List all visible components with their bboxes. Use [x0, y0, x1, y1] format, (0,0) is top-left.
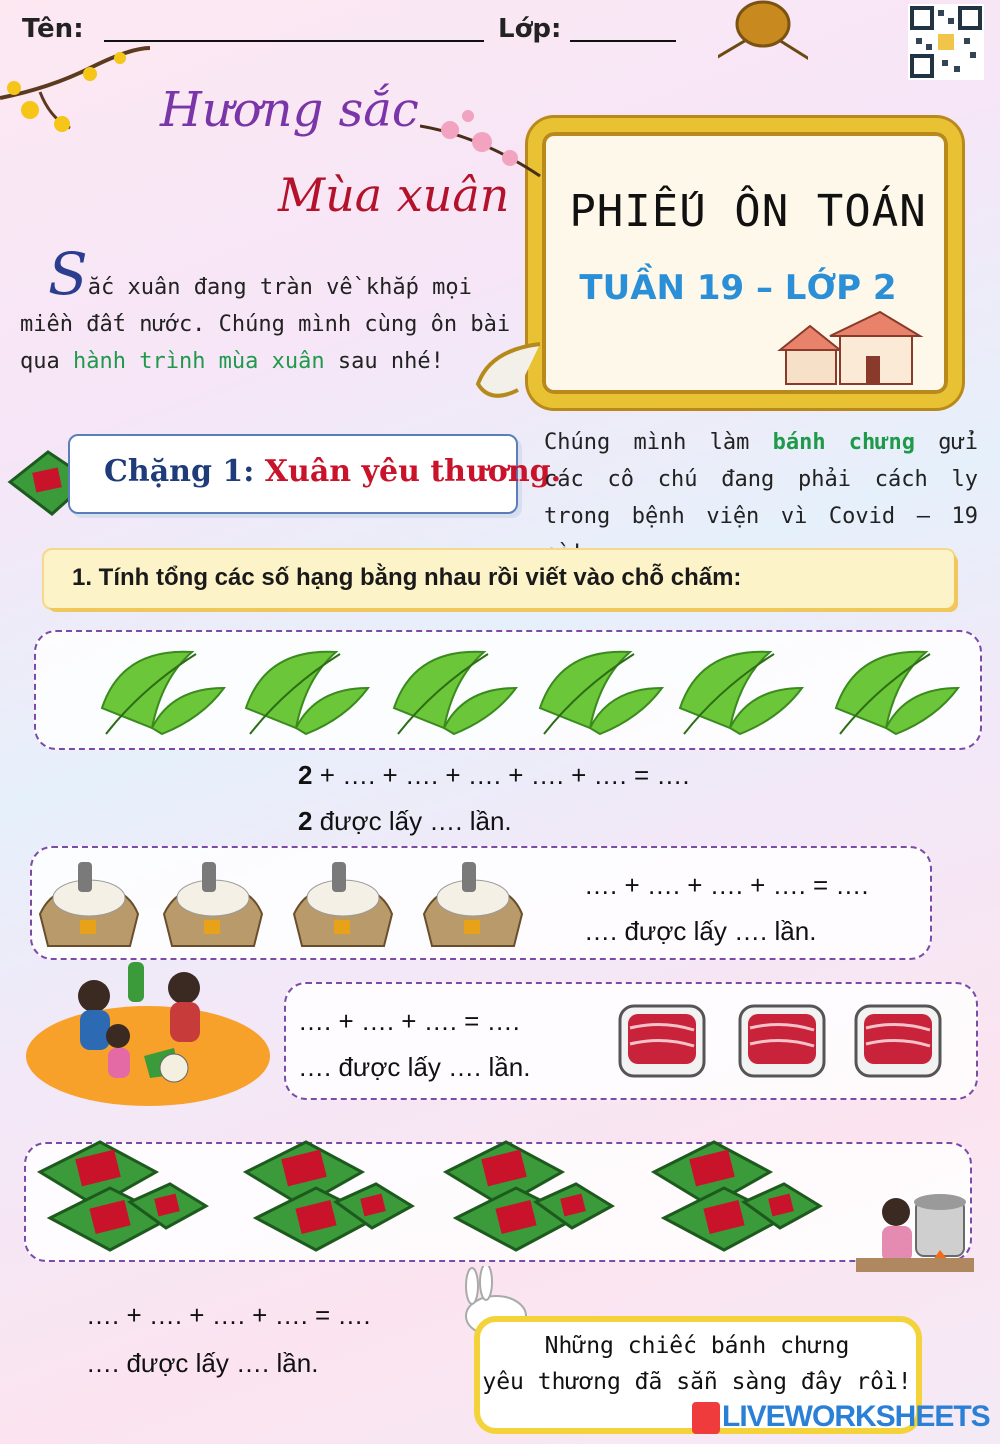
banh-chung-stack-icon	[236, 1132, 416, 1260]
banana-leaf-icon	[236, 638, 371, 740]
scroll-curl-icon	[470, 340, 550, 410]
exercise2-equation[interactable]: …. + …. + …. + …. = ….	[584, 870, 869, 900]
sticky-rice-bag-icon	[34, 854, 144, 952]
title-line1: Hương sắc	[160, 82, 419, 138]
class-label: Lớp:	[498, 14, 562, 44]
name-field[interactable]	[104, 40, 484, 42]
stage-sep: :	[243, 454, 265, 489]
question-text: 1. Tính tổng các số hạng bằng nhau rồi viết vào chỗ chấm:	[72, 564, 742, 591]
pork-tray-icon	[852, 996, 944, 1086]
cooking-pot-scene-icon	[856, 1172, 974, 1282]
apricot-blossom-icon	[0, 28, 160, 138]
worksheet-subtitle: TUẦN 19 – LỚP 2	[579, 268, 897, 308]
note-highlight: bánh chưng	[772, 430, 916, 455]
hanging-nail-icon	[718, 0, 808, 120]
exercise3-equation[interactable]: …. + …. + …. = ….	[298, 1006, 520, 1036]
dropcap: S	[48, 240, 88, 308]
liveworksheets-logo-icon	[692, 1402, 720, 1434]
stage-title	[104, 454, 561, 489]
peach-blossom-icon	[420, 96, 550, 186]
name-label: Tên:	[22, 14, 84, 44]
sticky-rice-bag-icon	[288, 854, 398, 952]
qr-code-icon	[908, 4, 984, 80]
sticky-rice-bag-icon	[418, 854, 528, 952]
intro-highlight: hành trình mùa xuân	[72, 349, 325, 374]
banana-leaf-icon	[530, 638, 665, 740]
banana-leaf-icon	[670, 638, 805, 740]
family-wrapping-icon	[24, 956, 274, 1106]
ex1-times-start: 2	[298, 806, 313, 836]
stage-name: Xuân yêu thương.	[264, 454, 562, 489]
class-field[interactable]	[570, 40, 676, 42]
brand-text[interactable]: LIVEWORKSHEETS	[722, 1400, 990, 1433]
banana-leaf-icon	[92, 638, 227, 740]
note-text-a: Chúng mình làm	[544, 430, 773, 455]
intro-paragraph	[20, 240, 520, 380]
note-text-b: gửi các cô chú đang phải cách ly trong bệnh viện vì Covid – 19	[544, 430, 979, 529]
banana-leaf-icon	[826, 638, 961, 740]
exercise2-times[interactable]: …. được lấy …. lần.	[584, 916, 817, 946]
exercise4-equation[interactable]: …. + …. + …. + …. = ….	[86, 1300, 371, 1330]
banh-chung-stack-icon	[644, 1132, 824, 1260]
final-line2: yêu thương đã sẵn sàng đây rồi!	[482, 1369, 912, 1395]
exercise3-times[interactable]: …. được lấy …. lần.	[298, 1052, 531, 1082]
final-line1: Những chiếc bánh chưng	[544, 1333, 850, 1359]
exercise4-times[interactable]: …. được lấy …. lần.	[86, 1348, 319, 1378]
worksheet-title: PHIẾU ÔN TOÁN	[569, 186, 927, 237]
ex1-eq-rest[interactable]: + …. + …. + …. + …. + …. = ….	[312, 760, 690, 790]
stage-label: Chặng 1	[104, 454, 244, 489]
pork-tray-icon	[736, 996, 828, 1086]
intro-text-a: ắc xuân đang tràn về khắp mọi miền đất nước. Chúng mình cùng ôn bài qua	[20, 275, 511, 374]
banana-leaf-icon	[384, 638, 519, 740]
pork-tray-icon	[616, 996, 708, 1086]
exercise1-times	[298, 806, 512, 837]
ex1-eq-start: 2	[298, 760, 313, 790]
intro-text-b: sau nhé!	[324, 349, 444, 374]
title-line2: Mùa xuân	[278, 168, 510, 222]
banh-chung-stack-icon	[30, 1132, 210, 1260]
sticky-rice-bag-icon	[158, 854, 268, 952]
house-icon	[770, 306, 930, 390]
banh-chung-stack-icon	[436, 1132, 616, 1260]
ex1-times-rest[interactable]: được lấy …. lần.	[312, 806, 512, 836]
exercise1-equation	[298, 760, 690, 791]
